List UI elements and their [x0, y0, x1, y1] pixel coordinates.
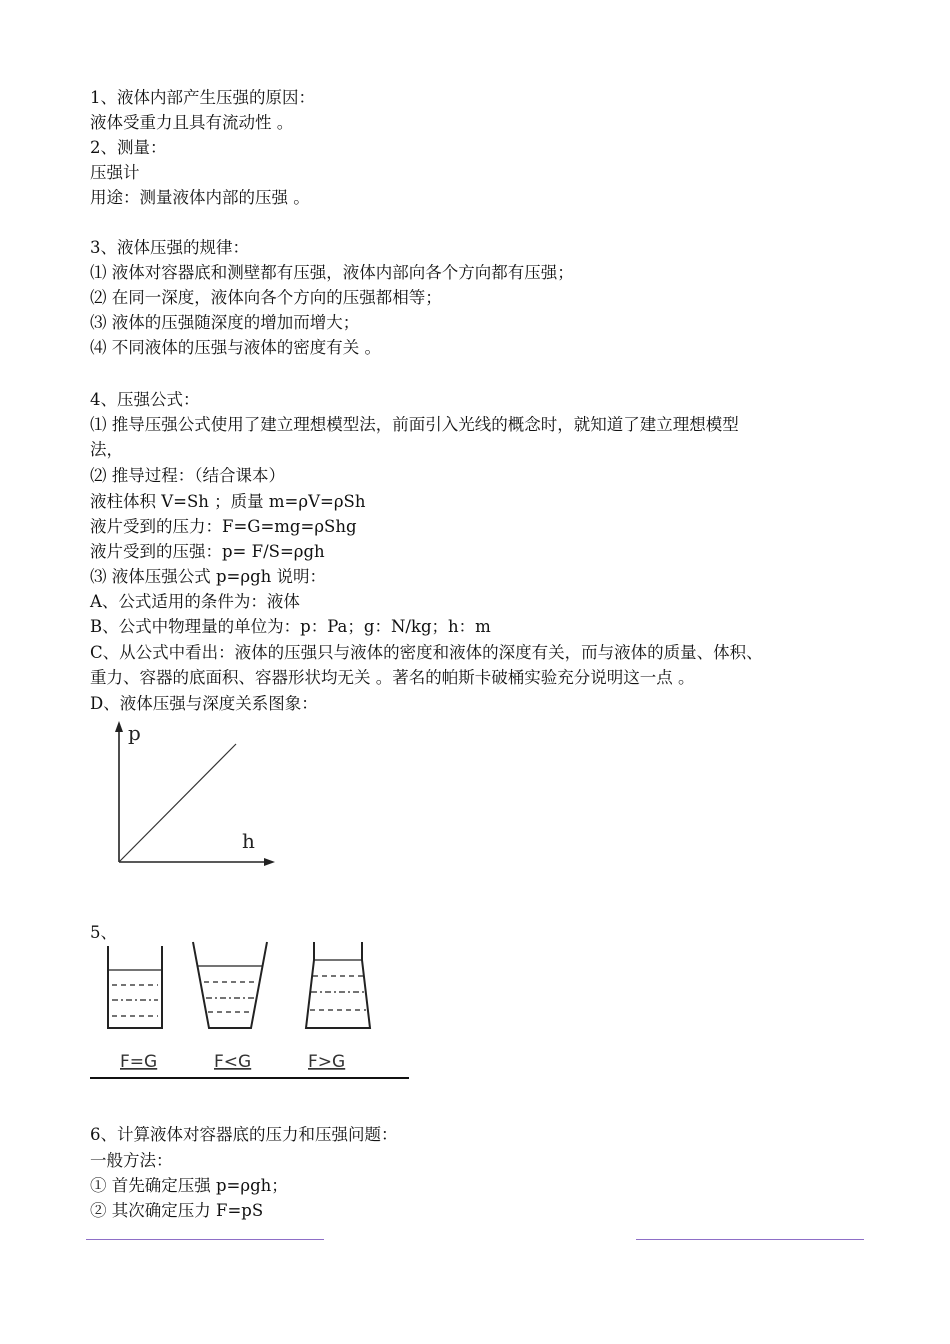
footer-rule-left: [86, 1239, 324, 1240]
heading-6: 6、计算液体对容器底的压力和压强问题：: [90, 1125, 398, 1144]
text-line: ⑴ 液体对容器底和测壁都有压强，液体内部向各个方向都有压强；: [90, 263, 574, 282]
text-line: ⑵ 推导过程：（结合课本）: [90, 466, 285, 485]
heading-3: 3、液体压强的规律：: [90, 238, 249, 257]
text-line: 重力、容器的底面积、容器形状均无关 。著名的帕斯卡破桶实验充分说明这一点 。: [90, 668, 695, 687]
footer-rule-right: [636, 1239, 864, 1240]
container-wide-top: [193, 942, 267, 1028]
text-line: 一般方法：: [90, 1151, 173, 1170]
container-straight: [108, 946, 162, 1028]
text-line: C、从公式中看出：液体的压强只与液体的密度和液体的深度有关，而与液体的质量、体积、: [90, 643, 763, 662]
text-line: ⑷ 不同液体的压强与液体的密度有关 。: [90, 338, 381, 357]
x-axis-arrow: [264, 858, 275, 866]
container-label-3: F>G: [308, 1052, 346, 1072]
pressure-line: [119, 744, 236, 862]
containers-figure: [88, 938, 413, 1083]
text-line: ⑴ 推导压强公式使用了建立理想模型法，前面引入光线的概念时，就知道了建立理想模型: [90, 415, 739, 434]
text-line: ⑶ 液体的压强随深度的增加而增大；: [90, 313, 360, 332]
text-line: ② 其次确定压力 F=pS: [90, 1201, 264, 1220]
container-narrow-top: [306, 942, 370, 1028]
pressure-depth-graph: [100, 718, 300, 878]
container-label-2: F<G: [214, 1052, 252, 1072]
x-axis-label: h: [242, 829, 255, 853]
y-axis-label: p: [128, 721, 141, 745]
text-line: ① 首先确定压强 p=ρgh；: [90, 1176, 288, 1195]
text-line: 压强计: [90, 163, 140, 182]
container-label-1: F=G: [120, 1052, 158, 1072]
text-line: A、公式适用的条件为：液体: [90, 592, 300, 611]
text-line: 液柱体积 V=Sh ；质量 m=ρV=ρSh: [90, 492, 366, 511]
text-line: ⑶ 液体压强公式 p=ρgh 说明：: [90, 567, 327, 586]
text-line: D、液体压强与深度关系图象：: [90, 694, 318, 713]
text-line: 液片受到的压力：F=G=mg=ρShg: [90, 517, 357, 536]
heading-2: 2、测量：: [90, 138, 167, 157]
heading-4: 4、压强公式：: [90, 390, 200, 409]
text-line: B、公式中物理量的单位为：p：Pa；g：N/kg；h：m: [90, 617, 491, 636]
text-line: 液体受重力且具有流动性 。: [90, 113, 294, 132]
heading-1: 1、液体内部产生压强的原因：: [90, 88, 315, 107]
text-line: 法，: [90, 440, 123, 459]
heading-5: 5、: [90, 923, 117, 942]
y-axis-arrow: [115, 721, 123, 732]
text-line: 液片受到的压强：p= F/S=ρgh: [90, 542, 325, 561]
text-line: ⑵ 在同一深度，液体向各个方向的压强都相等；: [90, 288, 442, 307]
text-line: 用途：测量液体内部的压强 。: [90, 188, 310, 207]
